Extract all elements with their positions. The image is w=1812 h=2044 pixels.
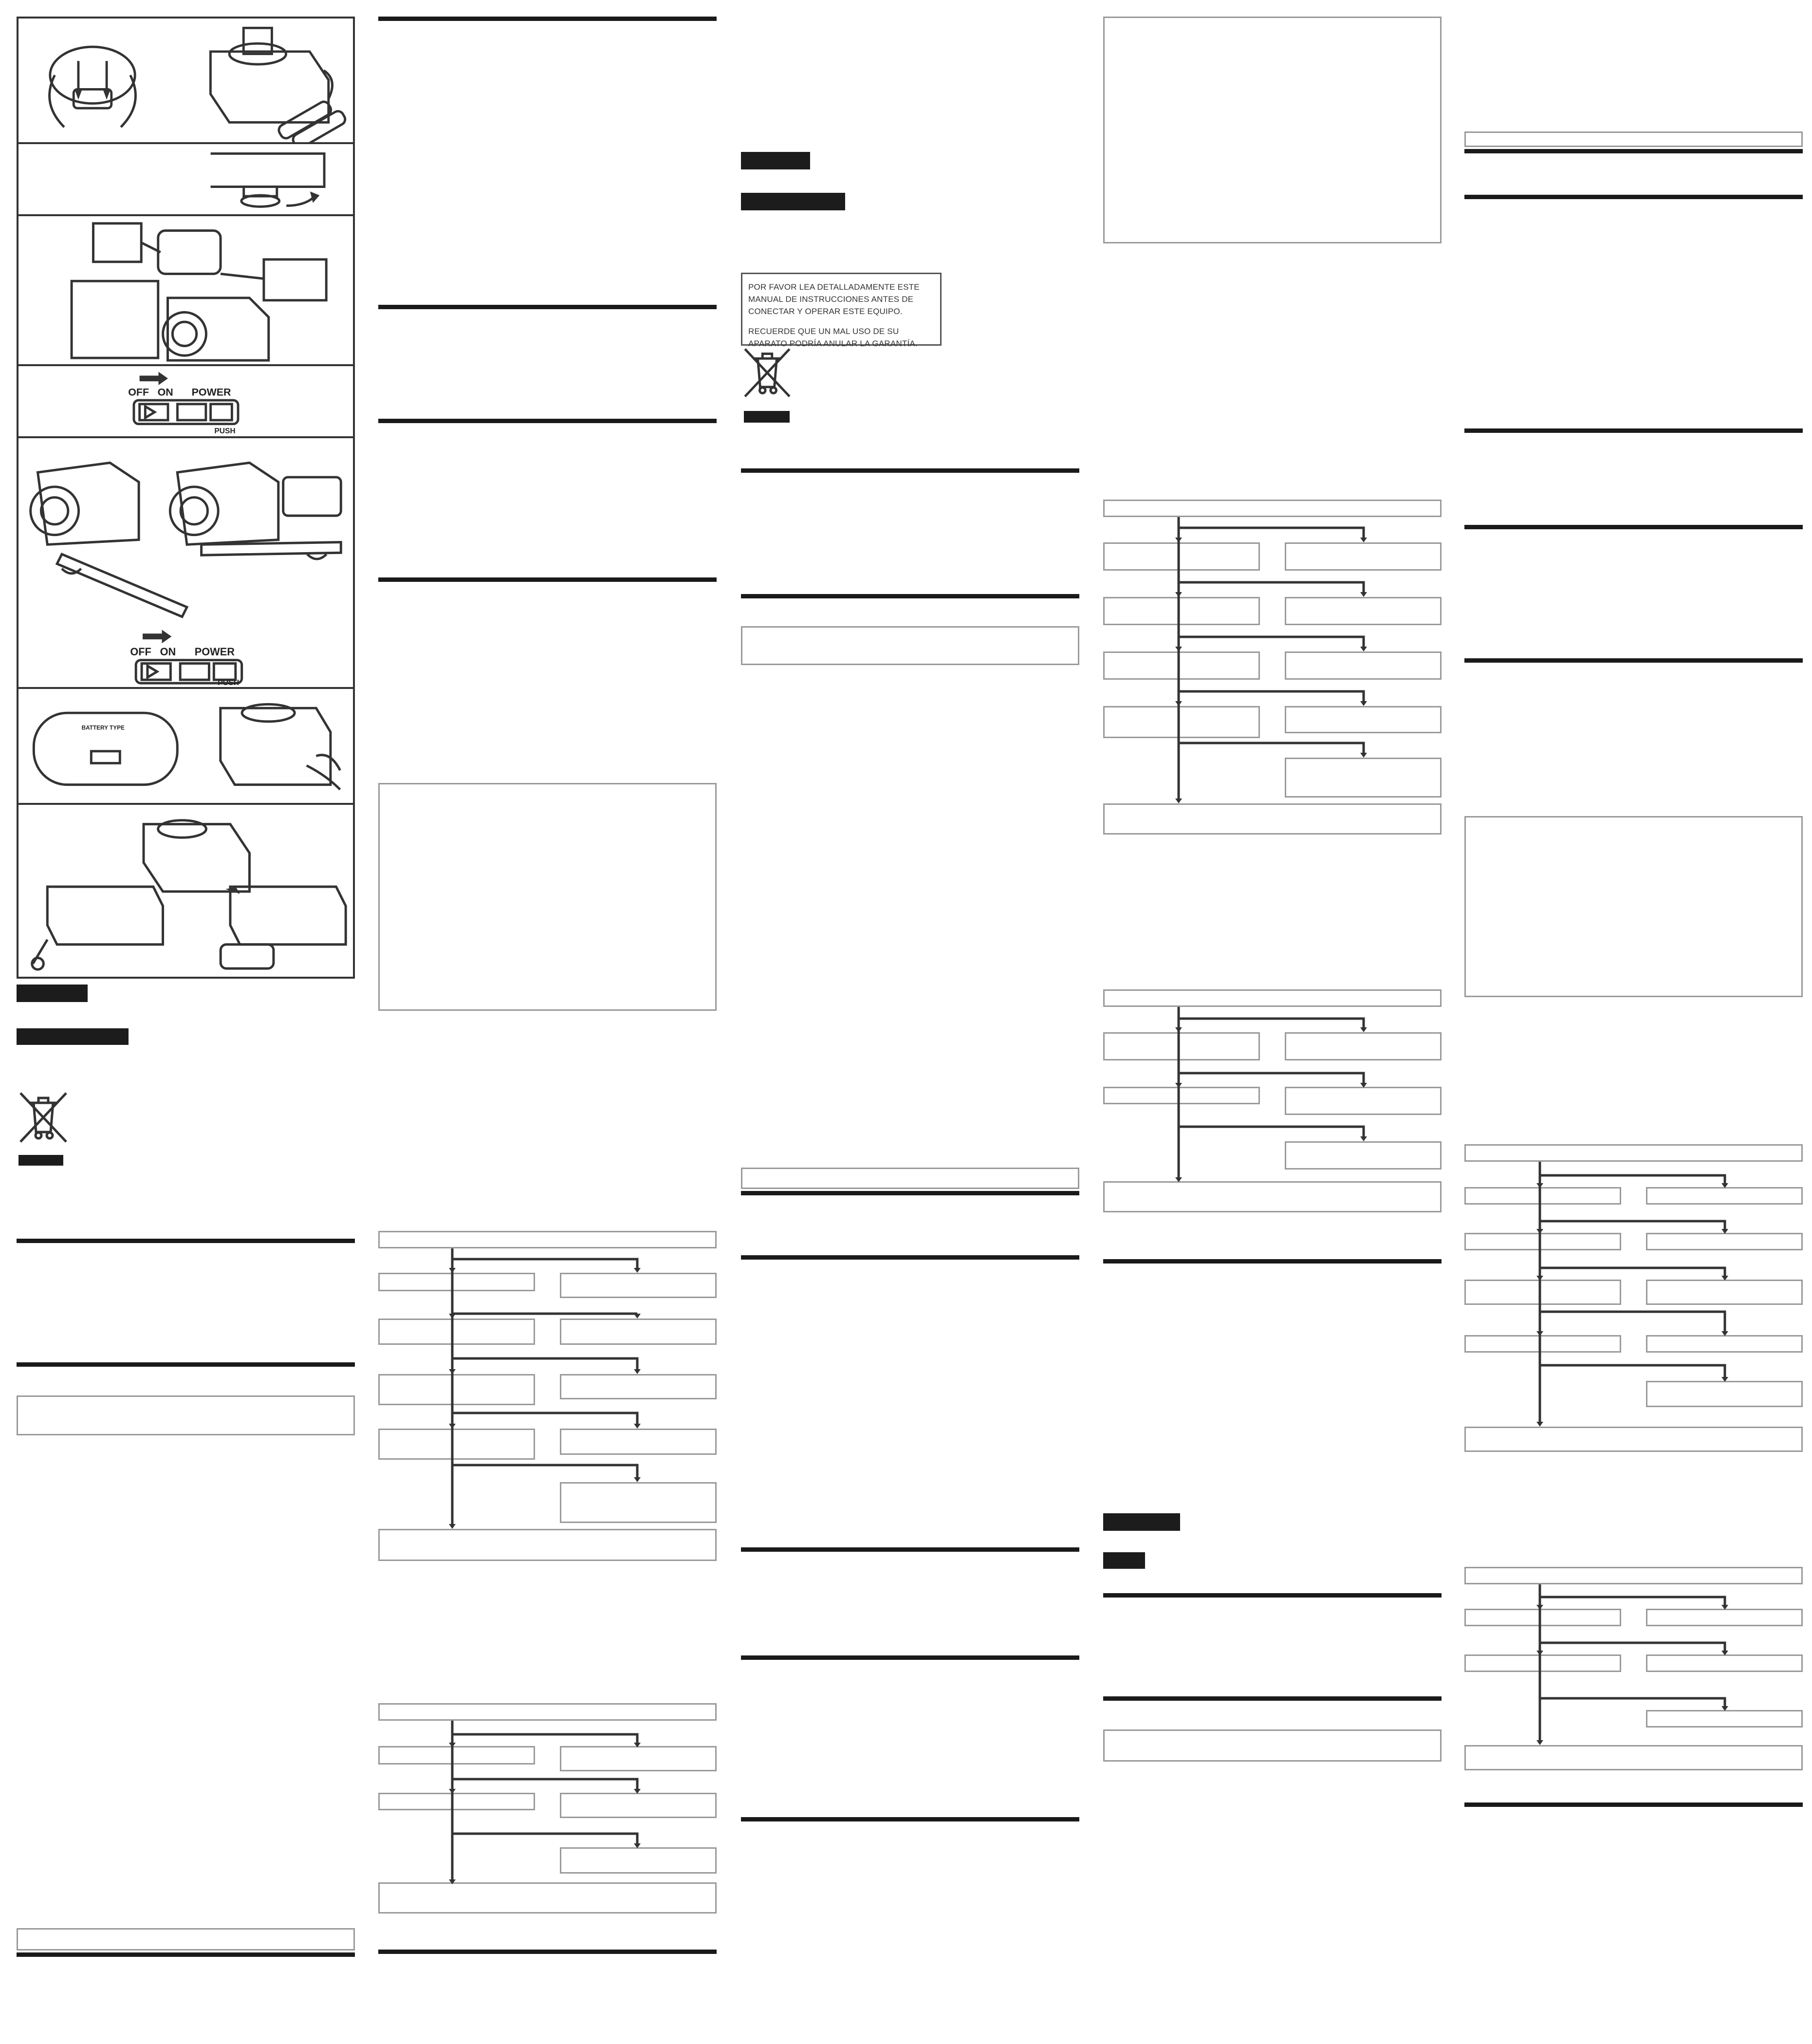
- crossed-out-wheeled-bin-icon: [741, 347, 794, 401]
- microphone-unit-icon: [210, 28, 347, 142]
- figure-panel-bracket-attach: [17, 438, 355, 689]
- flow-box: [378, 1882, 717, 1914]
- section-rule: [1464, 658, 1803, 663]
- section-rule: [741, 594, 1079, 598]
- bin-label-block: [744, 411, 790, 423]
- switch-power-label: POWER: [194, 645, 235, 658]
- language-heading-block: [1103, 1513, 1180, 1531]
- section-rule: [741, 1191, 1079, 1195]
- crossed-out-wheeled-bin-icon: [17, 1091, 70, 1147]
- flow-box: [1464, 1567, 1803, 1584]
- bin-label-block: [18, 1155, 63, 1166]
- flow-box: [1103, 989, 1442, 1007]
- battery-type-label: BATTERY TYPE: [81, 725, 125, 731]
- section-rule: [1103, 1259, 1442, 1264]
- flow-box: [1464, 1745, 1803, 1770]
- flow-box: [378, 1231, 717, 1248]
- language-heading-block: [17, 985, 88, 1002]
- footer-box: [741, 1168, 1079, 1189]
- flow-box: [1464, 1427, 1803, 1452]
- section-rule: [1464, 195, 1803, 199]
- section-rule: [741, 1547, 1079, 1552]
- footer-box: [1464, 131, 1803, 147]
- language-heading-block: [741, 152, 810, 169]
- switch-power-label: POWER: [191, 386, 231, 398]
- flow-box: [1464, 1144, 1803, 1162]
- notice-line-1: POR FAVOR LEA DETALLADAMENTE ESTE MANUAL DE INSTRUCCIONES ANTES DE CONECTAR Y OPERAR ESTE EQUIPO.: [748, 282, 920, 316]
- section-rule: [741, 1255, 1079, 1260]
- section-rule: [1103, 1696, 1442, 1701]
- section-rule: [1464, 1802, 1803, 1807]
- flow-connectors: [378, 1721, 717, 1886]
- flow-connectors: [1464, 1584, 1803, 1747]
- switch-on-label: ON: [157, 386, 173, 398]
- flow-box: [378, 1529, 717, 1561]
- section-rule: [378, 1950, 717, 1954]
- figure-panel-battery-insert: [17, 17, 355, 144]
- disposal-heading-block: [741, 193, 845, 210]
- switch-on-label: ON: [160, 645, 176, 658]
- section-rule: [741, 1817, 1079, 1821]
- table-box: [1103, 17, 1442, 243]
- note-box: [741, 626, 1079, 665]
- flow-connectors: [378, 1248, 717, 1531]
- figure-panel-shoe-lock: [17, 144, 355, 216]
- note-box: [1103, 1729, 1442, 1762]
- disposal-heading-block: [1103, 1552, 1145, 1569]
- switch-push-label: PUSH: [218, 679, 240, 687]
- switch-off-label: OFF: [128, 386, 149, 398]
- section-rule: [17, 1952, 355, 1957]
- flow-box: [1103, 1181, 1442, 1212]
- section-rule: [741, 1655, 1079, 1660]
- flow-box: [1103, 803, 1442, 835]
- figure-panel-battery-check: [17, 689, 355, 805]
- footer-box: [17, 1928, 355, 1951]
- section-rule: [1464, 149, 1803, 153]
- section-rule: [17, 1239, 355, 1243]
- flow-box: [1103, 500, 1442, 517]
- notice-line-2: RECUERDE QUE UN MAL USO DE SU APARATO PODRÍA ANULAR LA GARANTÍA.: [748, 327, 918, 348]
- figure-panel-cable-cover: [17, 805, 355, 979]
- table-box: [378, 783, 717, 1011]
- switch-push-label: PUSH: [214, 427, 236, 436]
- section-rule: [378, 17, 717, 21]
- camcorder-icon: [163, 298, 269, 360]
- flow-box: [378, 1703, 717, 1721]
- camcorder-icon: [31, 463, 139, 544]
- power-switch-icon: [134, 400, 238, 424]
- section-rule: [378, 419, 717, 423]
- spanish-warranty-notice: [741, 273, 942, 346]
- note-box: [17, 1395, 355, 1435]
- flow-connectors: [1103, 517, 1442, 805]
- figure-panel-camera-attach: [17, 216, 355, 366]
- section-rule: [17, 1362, 355, 1367]
- flow-connectors: [1103, 1007, 1442, 1184]
- flow-connectors: [1464, 1162, 1803, 1429]
- section-rule: [1464, 428, 1803, 433]
- section-rule: [741, 468, 1079, 473]
- disposal-heading-block: [17, 1028, 129, 1045]
- table-box: [1464, 816, 1803, 997]
- figure-panel-power-switch: [17, 366, 355, 438]
- section-rule: [378, 577, 717, 582]
- section-rule: [1464, 525, 1803, 529]
- camcorder-icon: [170, 463, 278, 544]
- switch-off-label: OFF: [130, 645, 151, 658]
- section-rule: [378, 305, 717, 309]
- section-rule: [1103, 1593, 1442, 1598]
- hands-icon: [50, 47, 136, 127]
